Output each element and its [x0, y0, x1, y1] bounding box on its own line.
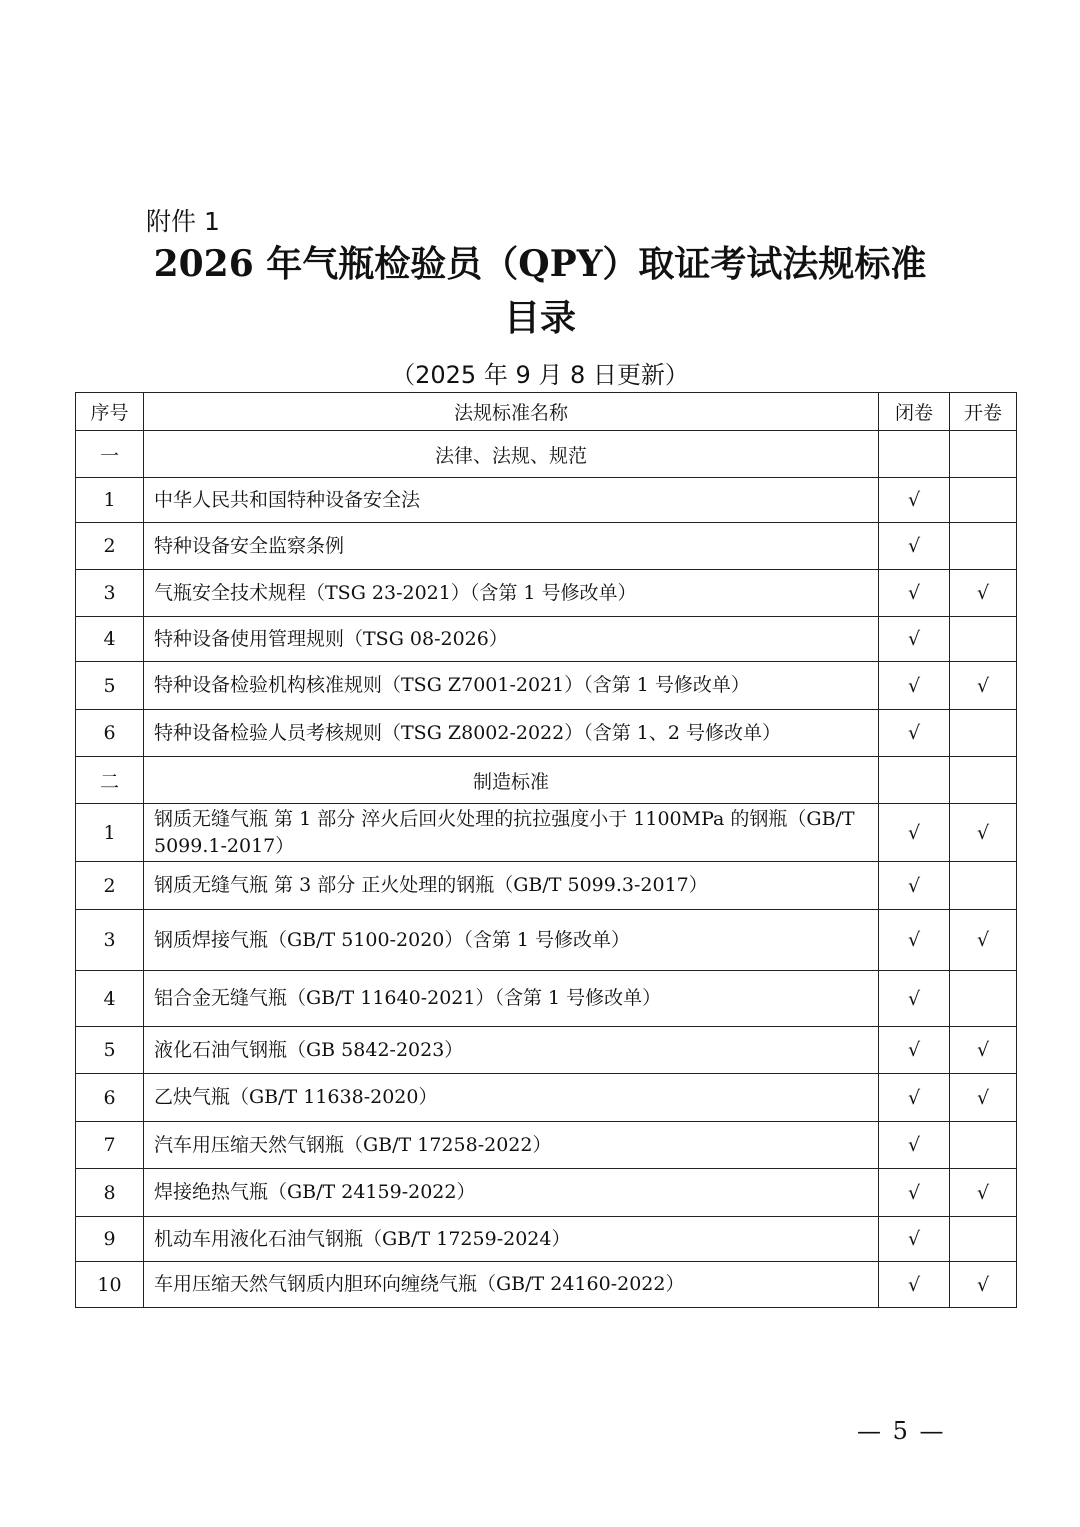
table-row	[76, 1217, 1017, 1262]
table-row	[76, 910, 1017, 971]
standards-table	[75, 392, 1017, 1308]
row-number: 5	[76, 1027, 144, 1074]
open-book-check: √	[950, 1027, 1017, 1074]
row-number: 6	[76, 1074, 144, 1122]
row-number: 1	[76, 804, 144, 862]
row-number: 3	[76, 910, 144, 971]
row-number: 5	[76, 662, 144, 710]
row-number: 2	[76, 862, 144, 910]
table-row	[76, 1074, 1017, 1122]
standard-name: 特种设备安全监察条例	[144, 523, 879, 570]
standard-name: 特种设备检验人员考核规则（TSG Z8002-2022）（含第 1、2 号修改单）	[144, 710, 879, 757]
closed-book-check: √	[879, 1217, 950, 1262]
row-number: 2	[76, 523, 144, 570]
open-book-check: √	[950, 1262, 1017, 1308]
standard-name: 焊接绝热气瓶（GB/T 24159-2022）	[144, 1169, 879, 1217]
standard-name: 钢质无缝气瓶 第 1 部分 淬火后回火处理的抗拉强度小于 1100MPa 的钢瓶（GB/T 5099.1-2017）	[144, 804, 879, 862]
header-open-book: 开卷	[950, 393, 1017, 431]
open-book-check: √	[950, 1169, 1017, 1217]
closed-book-check: √	[879, 478, 950, 523]
closed-book-check: √	[879, 662, 950, 710]
open-book-check: √	[950, 804, 1017, 862]
row-number: 4	[76, 617, 144, 662]
open-book-cell	[950, 431, 1017, 478]
open-book-check	[950, 1122, 1017, 1169]
closed-book-check: √	[879, 570, 950, 617]
open-book-check	[950, 971, 1017, 1027]
table-row	[76, 570, 1017, 617]
document-title-line2: 目录	[503, 297, 576, 339]
closed-book-check: √	[879, 971, 950, 1027]
section-row	[76, 431, 1017, 478]
attachment-label: 附件 1	[146, 207, 220, 236]
document-title: 2026 年气瓶检验员（QPY）取证考试法规标准	[153, 243, 927, 285]
row-number: 10	[76, 1262, 144, 1308]
section-number: 一	[76, 431, 144, 478]
table-row	[76, 710, 1017, 757]
closed-book-check: √	[879, 804, 950, 862]
row-number: 1	[76, 478, 144, 523]
closed-book-check: √	[879, 1262, 950, 1308]
standard-name: 汽车用压缩天然气钢瓶（GB/T 17258-2022）	[144, 1122, 879, 1169]
standard-name: 液化石油气钢瓶（GB 5842-2023）	[144, 1027, 879, 1074]
closed-book-check: √	[879, 617, 950, 662]
header-closed-book: 闭卷	[879, 393, 950, 431]
row-number: 8	[76, 1169, 144, 1217]
header-name: 法规标准名称	[144, 393, 879, 431]
table-row	[76, 1169, 1017, 1217]
standard-name: 铝合金无缝气瓶（GB/T 11640-2021）（含第 1 号修改单）	[144, 971, 879, 1027]
standard-name: 中华人民共和国特种设备安全法	[144, 478, 879, 523]
table-row	[76, 523, 1017, 570]
closed-book-check: √	[879, 862, 950, 910]
table-row	[76, 971, 1017, 1027]
row-number: 3	[76, 570, 144, 617]
standard-name: 气瓶安全技术规程（TSG 23-2021）（含第 1 号修改单）	[144, 570, 879, 617]
closed-book-check: √	[879, 1122, 950, 1169]
row-number: 7	[76, 1122, 144, 1169]
header-number: 序号	[76, 393, 144, 431]
update-date: （2025 年 9 月 8 日更新）	[391, 361, 689, 389]
closed-book-check: √	[879, 910, 950, 971]
standard-name: 钢质焊接气瓶（GB/T 5100-2020）（含第 1 号修改单）	[144, 910, 879, 971]
table-row	[76, 804, 1017, 862]
closed-book-cell	[879, 431, 950, 478]
open-book-check: √	[950, 1074, 1017, 1122]
open-book-check	[950, 478, 1017, 523]
open-book-check	[950, 617, 1017, 662]
open-book-check	[950, 523, 1017, 570]
open-book-cell	[950, 757, 1017, 804]
section-title: 法律、法规、规范	[144, 431, 879, 478]
standard-name: 特种设备检验机构核准规则（TSG Z7001-2021）（含第 1 号修改单）	[144, 662, 879, 710]
standard-name: 特种设备使用管理规则（TSG 08-2026）	[144, 617, 879, 662]
closed-book-check: √	[879, 523, 950, 570]
standard-name: 车用压缩天然气钢质内胆环向缠绕气瓶（GB/T 24160-2022）	[144, 1262, 879, 1308]
section-title: 制造标准	[144, 757, 879, 804]
standard-name: 机动车用液化石油气钢瓶（GB/T 17259-2024）	[144, 1217, 879, 1262]
row-number: 6	[76, 710, 144, 757]
table-row	[76, 1027, 1017, 1074]
table-row	[76, 862, 1017, 910]
table-row	[76, 478, 1017, 523]
closed-book-cell	[879, 757, 950, 804]
table-header-row	[76, 393, 1017, 431]
open-book-check	[950, 862, 1017, 910]
standard-name: 钢质无缝气瓶 第 3 部分 正火处理的钢瓶（GB/T 5099.3-2017）	[144, 862, 879, 910]
row-number: 9	[76, 1217, 144, 1262]
page-number: — 5 —	[857, 1417, 946, 1445]
table-row	[76, 1262, 1017, 1308]
standard-name: 乙炔气瓶（GB/T 11638-2020）	[144, 1074, 879, 1122]
closed-book-check: √	[879, 1169, 950, 1217]
row-number: 4	[76, 971, 144, 1027]
closed-book-check: √	[879, 710, 950, 757]
table-row	[76, 1122, 1017, 1169]
closed-book-check: √	[879, 1074, 950, 1122]
open-book-check	[950, 1217, 1017, 1262]
section-number: 二	[76, 757, 144, 804]
open-book-check: √	[950, 910, 1017, 971]
table-row	[76, 617, 1017, 662]
open-book-check	[950, 710, 1017, 757]
section-row	[76, 757, 1017, 804]
closed-book-check: √	[879, 1027, 950, 1074]
table-row	[76, 662, 1017, 710]
open-book-check: √	[950, 662, 1017, 710]
open-book-check: √	[950, 570, 1017, 617]
